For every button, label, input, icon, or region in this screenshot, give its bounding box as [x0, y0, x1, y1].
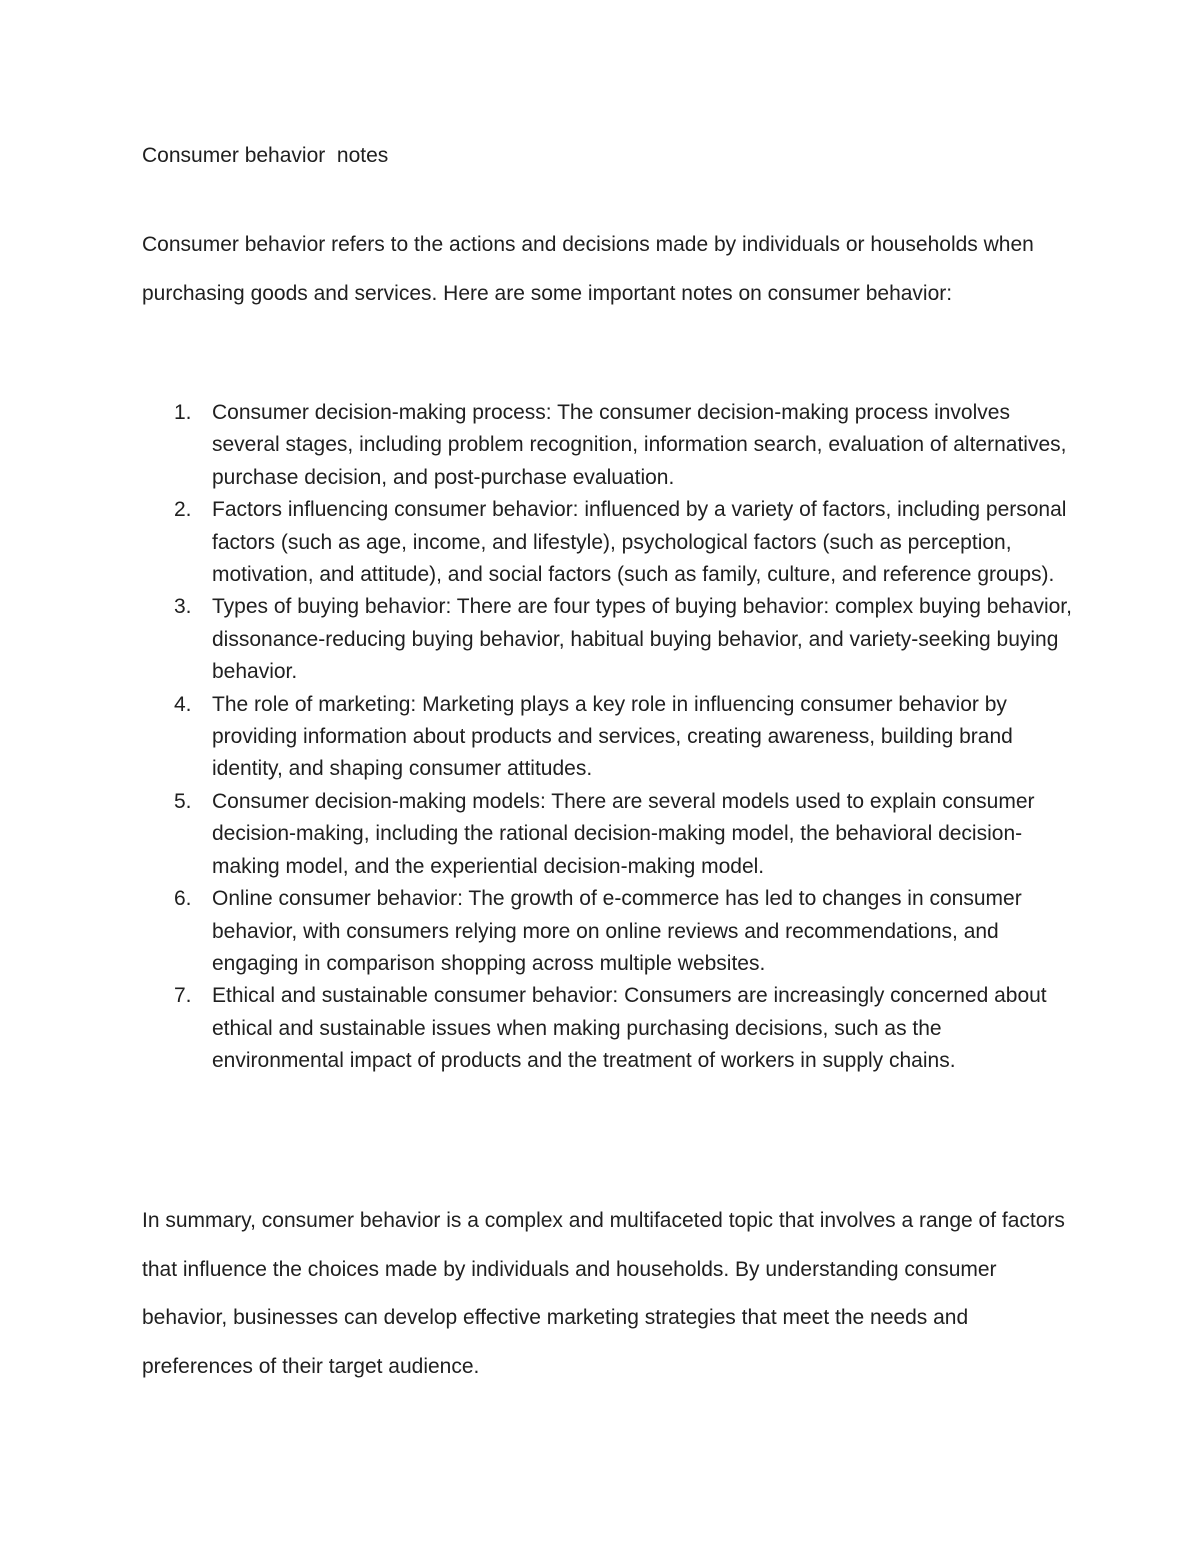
list-item [142, 980, 1072, 1077]
summary-paragraph: In summary, consumer behavior is a complex and multifaceted topic that involves a range of factors that influence the choices made by individuals and households. By understanding consumer behavior, businesses can develop effective marketing strategies that meet the needs and preferences of their target audience. [142, 1209, 1065, 1378]
list-item-text: Factors influencing consumer behavior: influenced by a variety of factors, including personal factors (such as age, income, and lifestyle), psychological factors (such as perception, motivation, and attitude), and social factors (such as family, culture, and reference groups). [212, 498, 1067, 587]
intro-paragraph: Consumer behavior refers to the actions and decisions made by individuals or households when purchasing goods and services. Here are some important notes on consumer behavior: [142, 233, 1034, 305]
list-item [142, 397, 1072, 494]
list-item-number: 4. [174, 692, 192, 716]
list-item-text: Types of buying behavior: There are four types of buying behavior: complex buying behavior, dissonance-reducing buying behavior, habitual buying behavior, and variety-seeking buying behavior. [212, 595, 1072, 684]
list-item-text: The role of marketing: Marketing plays a key role in influencing consumer behavior by providing information about products and services, creating awareness, building brand identity, and shaping consumer attitudes. [212, 692, 1013, 781]
list-item-number: 1. [174, 401, 192, 424]
list-item-number: 2. [174, 498, 192, 522]
list-item-text: Ethical and sustainable consumer behavior: Consumers are increasingly concerned about ethical and sustainable issues when making purchasing decisions, such as the environmental impact of products and the treatment of workers in supply chains. [212, 984, 1047, 1073]
list-item-text: Consumer decision-making models: There are several models used to explain consumer decision-making, including the rational decision-making model, the behavioral decision-making model, and the experiential decision-making model. [212, 789, 1035, 878]
list-item [142, 591, 1072, 688]
list-item [142, 786, 1072, 883]
list-item-number: 3. [174, 595, 192, 619]
list-item [142, 883, 1072, 980]
notes-list [142, 397, 1072, 1078]
list-item-text: Online consumer behavior: The growth of e-commerce has led to changes in consumer behavior, with consumers relying more on online reviews and recommendations, and engaging in comparison shopping across multiple websites. [212, 887, 1022, 975]
list-item-text: Consumer decision-making process: The consumer decision-making process involves several stages, including problem recognition, information search, evaluation of alternatives, purchase decision, and post-purchase evaluation. [212, 401, 1067, 489]
list-item-number: 5. [174, 789, 192, 813]
list-item-number: 6. [174, 887, 192, 911]
list-item [142, 689, 1072, 786]
document-title: Consumer behavior notes [142, 144, 389, 167]
list-item-number: 7. [174, 984, 192, 1008]
list-item [142, 494, 1072, 591]
